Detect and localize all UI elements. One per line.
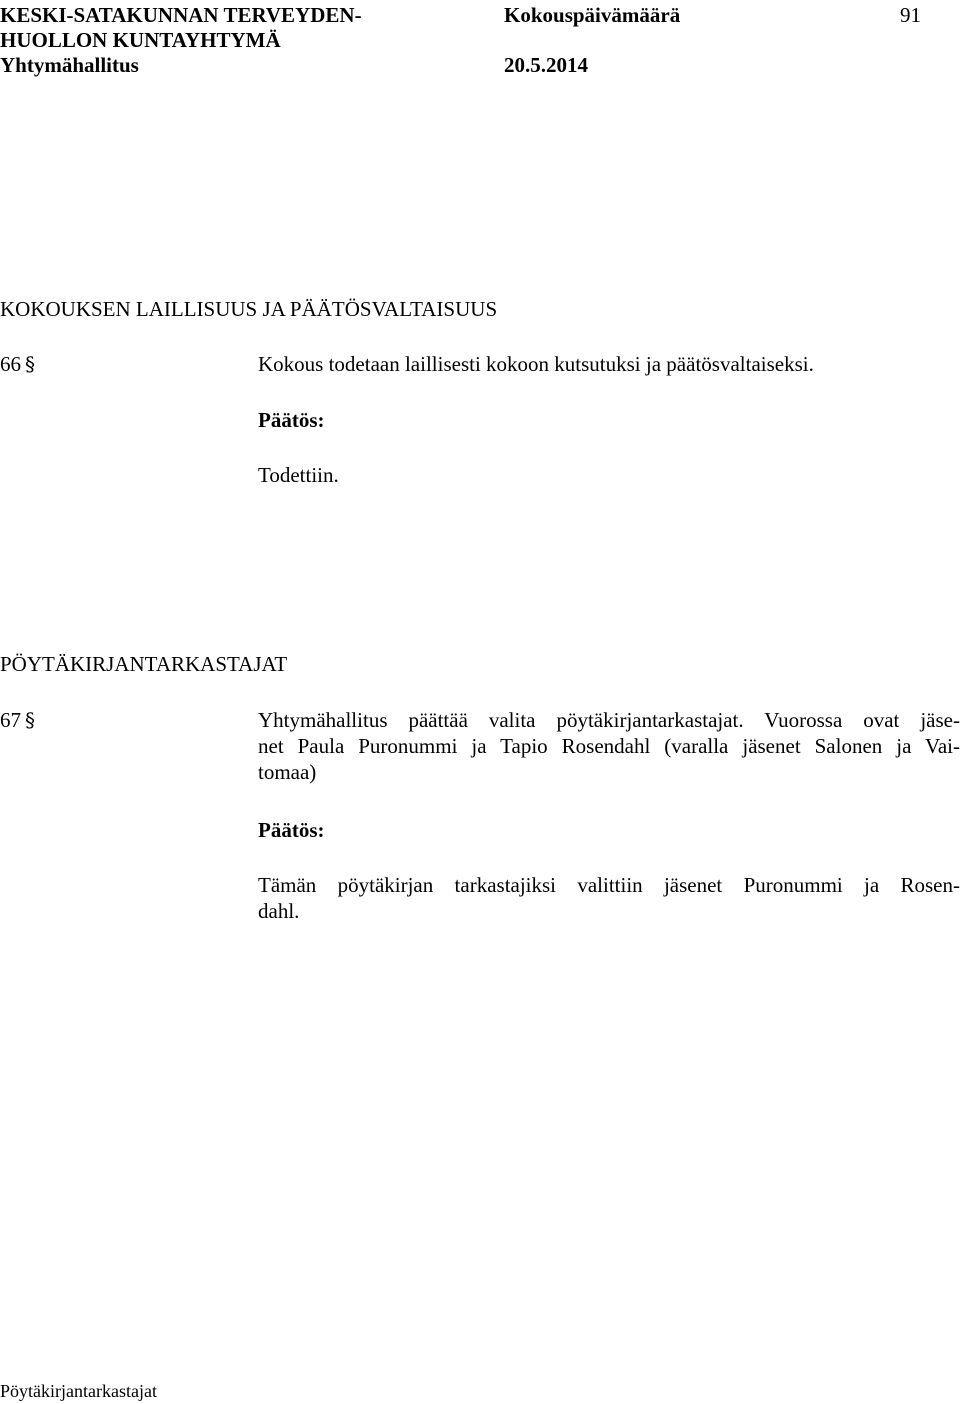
section-text-line: Yhtymähallitus päättää valita pöytäkirjantarkastajat. Vuorossa ovat jäse-: [258, 708, 960, 732]
meeting-date-label: Kokouspäivämäärä: [504, 3, 681, 27]
section-number-value: 66: [0, 352, 21, 376]
decision-text-line: Tämän pöytäkirjan tarkastajiksi valittiin jäsenet Puronummi ja Rosen-: [258, 873, 960, 897]
decision-label: Päätös:: [258, 408, 325, 432]
section-number-value: 67: [0, 708, 21, 732]
organization-name-line1: KESKI-SATAKUNNAN TERVEYDEN-: [0, 3, 362, 27]
section-number: [0, 707, 35, 733]
page-number: 91: [900, 3, 921, 27]
decision-text-line: dahl.: [258, 899, 300, 923]
section-text: Kokous todetaan laillisesti kokoon kutsutuksi ja päätösvaltaiseksi.: [258, 352, 814, 376]
section-heading: KOKOUKSEN LAILLISUUS JA PÄÄTÖSVALTAISUUS: [0, 297, 498, 321]
section-heading: PÖYTÄKIRJANTARKASTAJAT: [0, 652, 288, 676]
organization-name-line2: HUOLLON KUNTAYHTYMÄ: [0, 28, 281, 52]
footer-label: Pöytäkirjantarkastajat: [0, 1381, 157, 1401]
decision-text: Todettiin.: [258, 463, 339, 487]
section-sign-icon: §: [25, 708, 35, 732]
section-text: [258, 707, 960, 785]
governing-body: Yhtymähallitus: [0, 53, 139, 77]
decision-text: [258, 872, 960, 924]
meeting-date: 20.5.2014: [504, 53, 588, 77]
section-sign-icon: §: [25, 352, 35, 376]
decision-label: Päätös:: [258, 818, 325, 842]
section-number: [0, 351, 35, 377]
section-text-line: net Paula Puronummi ja Tapio Rosendahl (varalla jäsenet Salonen ja Vai-: [258, 734, 960, 758]
section-text-line: tomaa): [258, 760, 317, 784]
